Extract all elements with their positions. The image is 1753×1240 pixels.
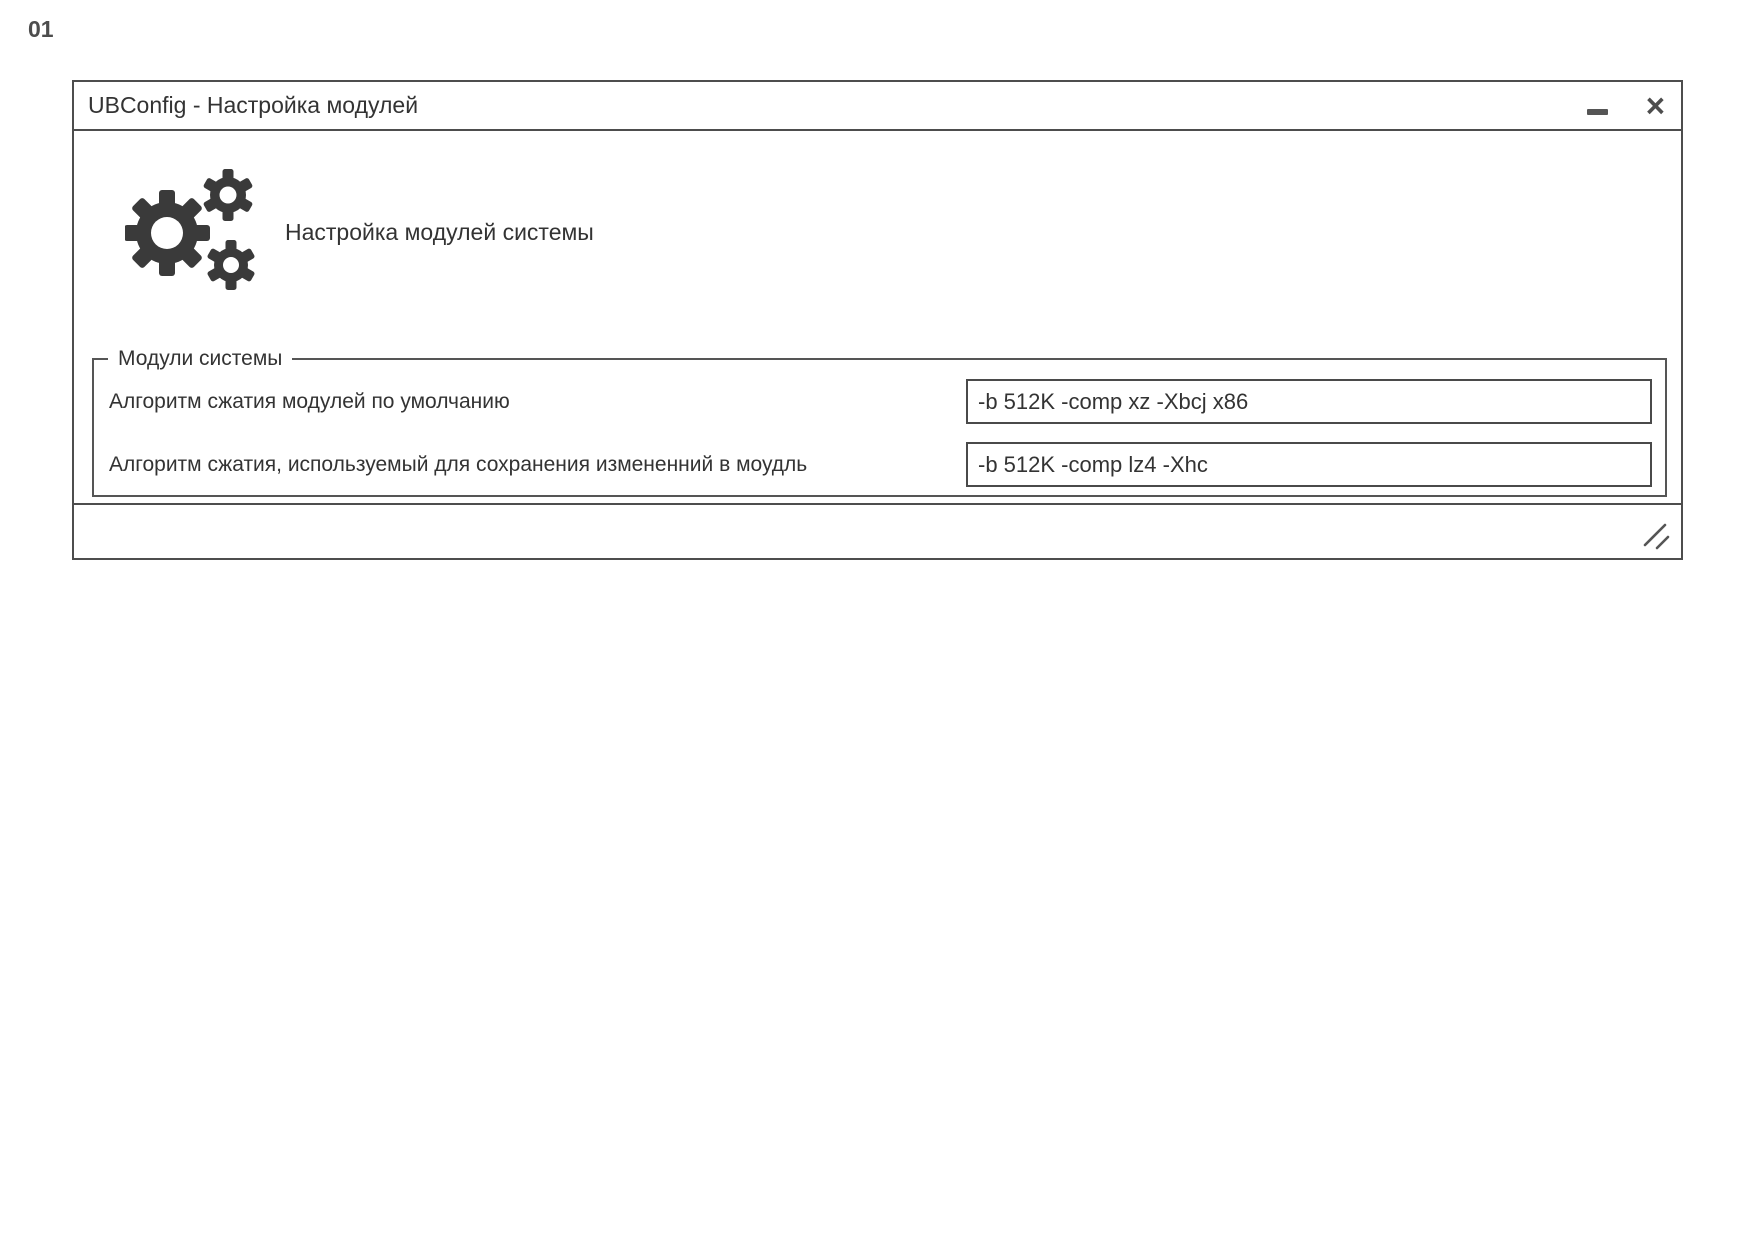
window-title: UBConfig - Настройка модулей (88, 92, 419, 118)
group-legend: Модули системы (108, 347, 292, 371)
minimize-icon (1587, 109, 1608, 115)
status-bar (74, 503, 1681, 558)
dialog-content (74, 131, 1681, 503)
close-button[interactable] (1645, 86, 1665, 124)
resize-grip-icon[interactable] (1641, 521, 1671, 551)
save-compression-input[interactable] (966, 442, 1652, 487)
window-titlebar[interactable] (74, 82, 1681, 131)
window-controls (1586, 86, 1665, 124)
default-compression-label: Алгоритм сжатия модулей по умолчанию (109, 390, 510, 413)
dialog-heading: Настройка модулей системы (285, 219, 594, 245)
minimize-button[interactable] (1586, 93, 1610, 119)
close-icon: × (1645, 86, 1665, 124)
ubconfig-window (72, 80, 1683, 560)
modules-group-box (92, 347, 1667, 497)
step-number-label: 01 (28, 16, 54, 42)
gears-icon (125, 168, 255, 292)
default-compression-input[interactable] (966, 379, 1652, 424)
save-compression-label: Алгоритм сжатия, используемый для сохранения измененний в моудль (109, 453, 808, 476)
